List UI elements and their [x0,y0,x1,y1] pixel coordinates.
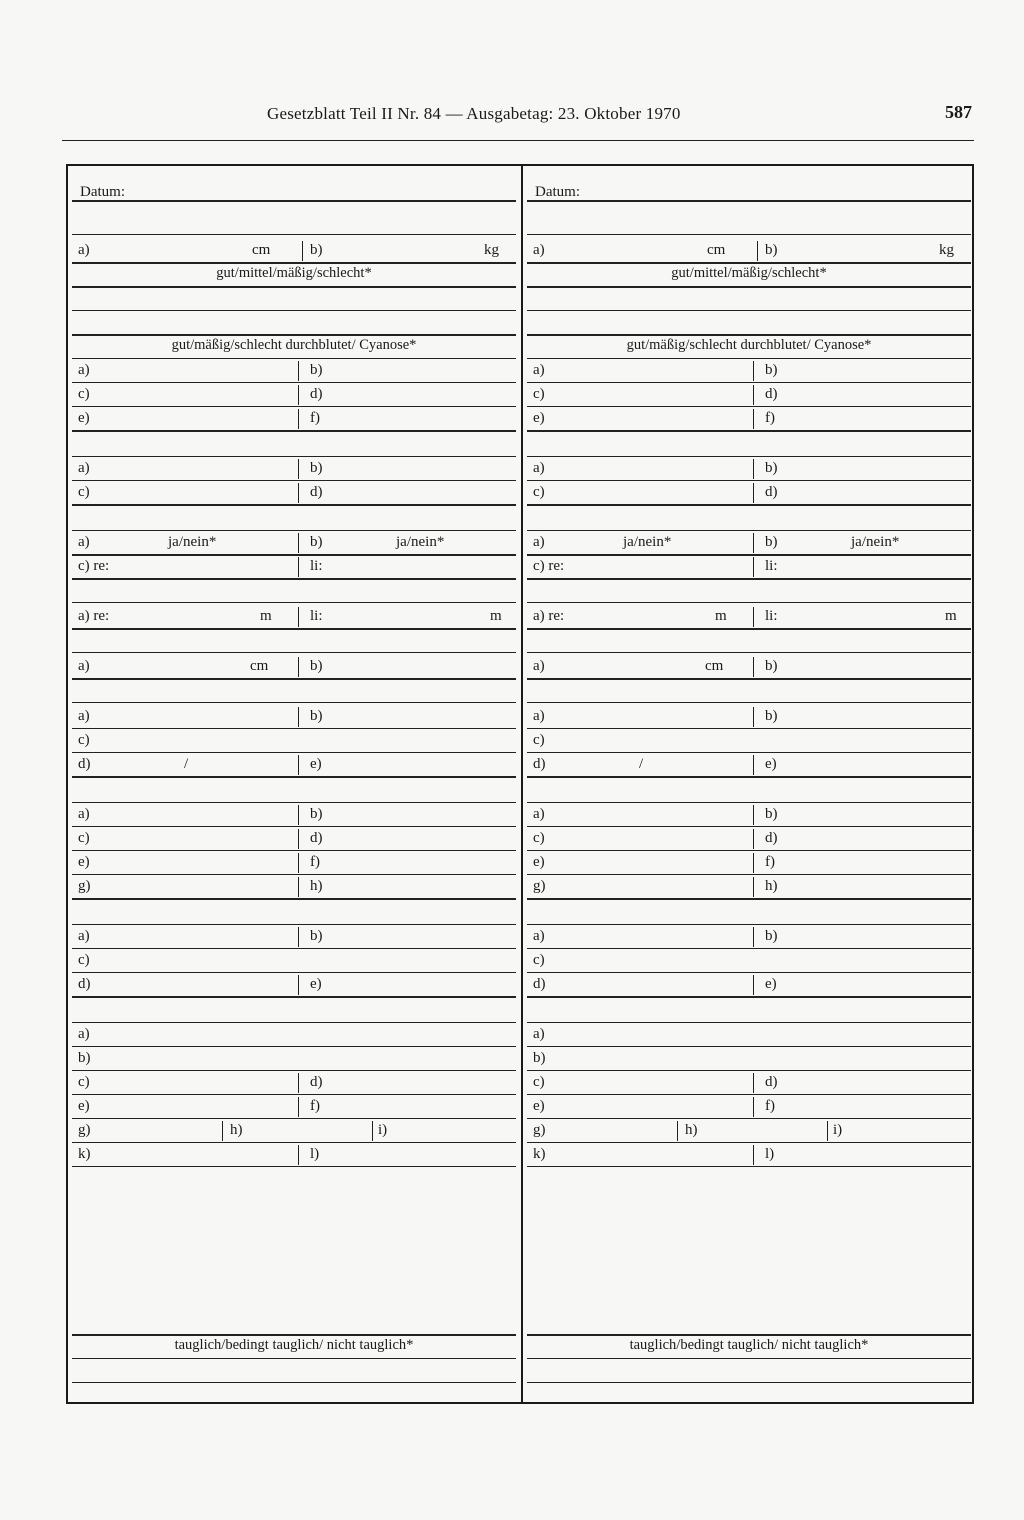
field-label: e) [310,756,322,772]
field-label: li: [310,608,323,624]
form-row [527,628,971,653]
field-label: c) [533,1074,545,1090]
field-label: c) [533,386,545,402]
form-row [72,406,516,432]
field-label: ja/nein* [851,534,900,550]
field-label: a) [533,362,545,378]
field-divider [753,829,754,849]
form-row [527,752,971,778]
form-row [527,578,971,603]
field-label: a) [533,928,545,944]
field-divider [298,385,299,405]
field-divider [298,927,299,947]
field-divider [753,927,754,947]
field-label: c) [533,952,545,968]
header-title: Gesetzblatt Teil II Nr. 84 — Ausgabetag: 23. Oktober 1970 [267,104,681,123]
field-label: cm [707,242,726,258]
field-label: a) [533,708,545,724]
form-row [72,924,516,949]
field-label: b) [765,708,778,724]
form-row [527,1022,971,1047]
field-label: c) [533,830,545,846]
field-divider [298,409,299,429]
form-row [72,262,516,288]
field-divider [753,459,754,479]
field-label: k) [533,1146,546,1162]
field-label: ja/nein* [168,534,217,550]
form-row [72,874,516,900]
form-column-left [68,166,520,1402]
field-label: l) [765,1146,775,1162]
field-label: a) [533,534,545,550]
field-label: cm [705,658,724,674]
field-divider [298,805,299,825]
field-divider [298,1097,299,1117]
form-row [527,358,971,383]
field-label: b) [310,534,323,550]
field-label: e) [533,1098,545,1114]
form-row [72,456,516,481]
field-label: f) [310,410,320,426]
form-row [527,530,971,556]
form-row [527,406,971,432]
field-label: b) [765,362,778,378]
field-label: c) re: [78,558,110,574]
form-row [527,1094,971,1119]
page-header [62,100,974,141]
form-row [72,728,516,753]
form-row [72,1070,516,1095]
field-label: a) [78,806,90,822]
field-label: d) [310,830,323,846]
form-row [527,778,971,803]
field-label: a) [533,460,545,476]
field-label: b) [310,658,323,674]
field-label: d) [765,830,778,846]
form-row [527,174,971,202]
field-label: a) [78,362,90,378]
form-row [72,654,516,680]
field-label: li: [765,558,778,574]
form-row [527,972,971,998]
field-label: g) [533,878,546,894]
form-row [527,480,971,506]
field-label: b) [765,928,778,944]
form-row [527,310,971,336]
field-divider [753,877,754,897]
form-row [527,1070,971,1095]
field-label: a) [78,534,90,550]
field-divider [298,607,299,627]
form-row [527,874,971,900]
field-divider [298,1073,299,1093]
form-row [72,826,516,851]
form-row [527,654,971,680]
form-row [72,628,516,653]
field-label: h) [765,878,778,894]
form-row [527,382,971,407]
field-label: a) re: [78,608,110,624]
field-label: g) [78,878,91,894]
field-divider [298,877,299,897]
field-label: d) [78,976,91,992]
field-divider [753,483,754,503]
option-text: gut/mäßig/schlecht durchblutet/ Cyanose* [171,337,417,353]
field-label: i) [378,1122,388,1138]
field-label: e) [78,854,90,870]
field-label: a) [78,242,90,258]
form-row [72,174,516,202]
form-row [72,948,516,973]
form-column-right [521,166,975,1402]
form-row [527,1310,971,1336]
field-divider [753,657,754,677]
datum-label: Datum: [535,184,580,200]
field-label: h) [685,1122,698,1138]
field-label: cm [250,658,269,674]
field-label: ja/nein* [396,534,445,550]
form-row [527,238,971,264]
form-row [72,238,516,264]
field-divider [222,1121,223,1141]
field-label: a) [78,460,90,476]
field-label: c) [78,732,90,748]
form-row [527,262,971,288]
field-label: b) [310,460,323,476]
form-row [527,728,971,753]
option-text: gut/mittel/mäßig/schlecht* [216,265,372,281]
field-divider [757,241,758,261]
field-label: li: [765,608,778,624]
field-label: f) [765,1098,775,1114]
field-label: b) [765,658,778,674]
form-row [72,432,516,457]
form-row [527,948,971,973]
form-row [72,1310,516,1336]
field-divider [753,1145,754,1165]
field-label: c) [78,484,90,500]
form-row [72,530,516,556]
field-divider [753,385,754,405]
field-divider [298,483,299,503]
form-row [72,802,516,827]
form-row [527,334,971,359]
field-label: b) [765,806,778,822]
option-text: gut/mittel/mäßig/schlecht* [671,265,827,281]
field-label: a) [78,1026,90,1042]
field-divider [372,1121,373,1141]
form-row [527,678,971,703]
field-label: f) [310,854,320,870]
field-label: kg [484,242,499,258]
field-label: d) [765,386,778,402]
field-label: ja/nein* [623,534,672,550]
field-label: e) [533,410,545,426]
field-divider [298,1145,299,1165]
field-label: a) [533,658,545,674]
field-label: d) [310,484,323,500]
form-row [72,604,516,630]
form-row [527,900,971,925]
field-divider [298,361,299,381]
option-text: gut/mäßig/schlecht durchblutet/ Cyanose* [626,337,872,353]
form-row [72,778,516,803]
form-row [72,210,516,235]
field-label: li: [310,558,323,574]
field-label: b) [310,242,323,258]
form-row [72,752,516,778]
field-label: a) [533,1026,545,1042]
field-divider [753,975,754,995]
field-label: d) [765,1074,778,1090]
field-label: c) [78,386,90,402]
field-label: e) [765,756,777,772]
form-row [527,1142,971,1167]
form-row [527,1334,971,1359]
form-row [72,900,516,925]
field-label: cm [252,242,271,258]
field-label: d) [78,756,91,772]
field-label: m [260,608,272,624]
field-divider [298,829,299,849]
field-label: e) [78,1098,90,1114]
field-label: b) [765,460,778,476]
field-label: f) [765,854,775,870]
form-row [527,802,971,827]
field-divider [753,607,754,627]
field-label: / [639,756,644,772]
form-row [72,578,516,603]
field-divider [753,1097,754,1117]
field-label: g) [78,1122,91,1138]
form-row [72,358,516,383]
form-row [72,382,516,407]
field-divider [298,557,299,577]
form-row [72,1142,516,1167]
field-label: c) [78,1074,90,1090]
field-label: b) [765,242,778,258]
form-row [72,1046,516,1071]
form-row [72,1358,516,1383]
field-label: c) [533,732,545,748]
field-label: e) [78,410,90,426]
field-label: a) [78,928,90,944]
form-row [72,334,516,359]
form-row [72,554,516,580]
field-label: b) [533,1050,546,1066]
form-row [72,1118,516,1143]
field-divider [298,853,299,873]
field-divider [298,459,299,479]
field-label: e) [533,854,545,870]
datum-label: Datum: [80,184,125,200]
field-label: d) [310,386,323,402]
field-divider [753,557,754,577]
field-label: b) [310,928,323,944]
field-divider [753,805,754,825]
form-row [527,1118,971,1143]
form-row [527,554,971,580]
field-label: c) [78,830,90,846]
form-row [72,310,516,336]
form-row [527,506,971,531]
form-row [72,850,516,875]
field-label: f) [765,410,775,426]
field-label: m [490,608,502,624]
field-divider [298,975,299,995]
field-divider [753,853,754,873]
form-row [527,210,971,235]
form-row [72,1334,516,1359]
form-row [527,604,971,630]
field-label: h) [310,878,323,894]
field-divider [753,409,754,429]
field-label: / [184,756,189,772]
examination-form [66,164,974,1404]
field-divider [753,533,754,553]
field-divider [298,657,299,677]
form-row [72,972,516,998]
field-label: kg [939,242,954,258]
form-row [72,480,516,506]
field-label: m [715,608,727,624]
field-divider [677,1121,678,1141]
field-divider [753,1073,754,1093]
form-row [527,1358,971,1383]
field-divider [827,1121,828,1141]
field-label: b) [310,806,323,822]
field-divider [753,707,754,727]
field-label: k) [78,1146,91,1162]
form-row [72,678,516,703]
form-row [527,704,971,729]
field-label: g) [533,1122,546,1138]
form-row [527,924,971,949]
field-label: d) [533,756,546,772]
field-label: l) [310,1146,320,1162]
field-label: e) [310,976,322,992]
field-label: a) [533,806,545,822]
field-label: b) [310,362,323,378]
form-row [72,286,516,311]
option-text: tauglich/bedingt tauglich/ nicht tauglich* [629,1337,869,1353]
form-row [72,998,516,1023]
page-number: 587 [945,102,972,122]
field-label: i) [833,1122,843,1138]
field-label: a) [78,708,90,724]
field-label: h) [230,1122,243,1138]
field-label: b) [765,534,778,550]
field-label: d) [310,1074,323,1090]
field-label: e) [765,976,777,992]
field-divider [298,533,299,553]
field-label: f) [310,1098,320,1114]
field-label: c) re: [533,558,565,574]
form-row [72,506,516,531]
field-divider [298,755,299,775]
form-row [527,998,971,1023]
field-label: b) [78,1050,91,1066]
field-label: d) [765,484,778,500]
field-label: a) [78,658,90,674]
field-label: c) [78,952,90,968]
field-divider [302,241,303,261]
field-divider [753,755,754,775]
form-row [527,286,971,311]
form-row [527,826,971,851]
field-label: c) [533,484,545,500]
form-row [527,1046,971,1071]
field-label: a) re: [533,608,565,624]
form-row [72,1022,516,1047]
field-label: b) [310,708,323,724]
field-label: m [945,608,957,624]
field-label: a) [533,242,545,258]
form-row [72,1094,516,1119]
form-row [72,704,516,729]
option-text: tauglich/bedingt tauglich/ nicht tauglich* [174,1337,414,1353]
field-label: d) [533,976,546,992]
form-row [527,456,971,481]
form-row [527,850,971,875]
field-divider [753,361,754,381]
field-divider [298,707,299,727]
form-row [527,432,971,457]
